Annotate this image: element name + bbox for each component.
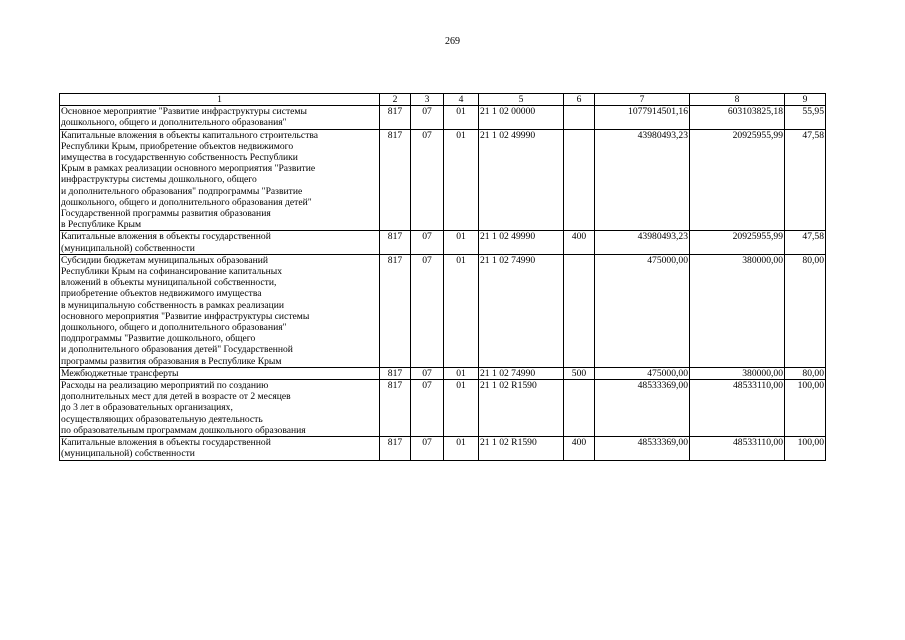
target-article-code: 21 1 02 00000 [479, 106, 564, 129]
execution-percent: 80,00 [785, 367, 826, 379]
column-header: 8 [690, 94, 785, 106]
table-row [60, 380, 826, 437]
executed-amount: 603103825,18 [690, 106, 785, 129]
target-article-code: 21 1 02 R1590 [479, 380, 564, 437]
subsection-code: 01 [444, 437, 479, 460]
subsection-code: 01 [444, 367, 479, 379]
planned-amount: 1077914501,16 [595, 106, 690, 129]
ministry-code: 817 [380, 367, 411, 379]
ministry-code: 817 [380, 231, 411, 254]
subsection-code: 01 [444, 106, 479, 129]
target-article-code: 21 1 02 74990 [479, 254, 564, 367]
execution-percent: 100,00 [785, 437, 826, 460]
page-number: 269 [445, 36, 460, 47]
column-header: 3 [411, 94, 444, 106]
table-row [60, 231, 826, 254]
column-header: 4 [444, 94, 479, 106]
executed-amount: 20925955,99 [690, 129, 785, 231]
planned-amount: 48533369,00 [595, 380, 690, 437]
section-code: 07 [411, 380, 444, 437]
executed-amount: 48533110,00 [690, 380, 785, 437]
execution-percent: 55,95 [785, 106, 826, 129]
section-code: 07 [411, 437, 444, 460]
ministry-code: 817 [380, 437, 411, 460]
column-header: 5 [479, 94, 564, 106]
table-row [60, 437, 826, 460]
planned-amount: 475000,00 [595, 367, 690, 379]
target-article-code: 21 1 02 74990 [479, 367, 564, 379]
execution-percent: 47,58 [785, 129, 826, 231]
row-name: Капитальные вложения в объекты капитального строительства Республики Крым, приобретение объектов недвижимого имущества в государственную собственность Республики Крым в рамках реализации основного мероприятия "Развитие инфраструктуры системы дошкольного, общего и дополнительного образования" подпрограммы "Развитие дошкольного, общего и дополнительного образования детей" Государственной программы развития образования в Республике Крым [60, 129, 380, 231]
planned-amount: 43980493,23 [595, 129, 690, 231]
table-header-row [60, 94, 826, 106]
table-row [60, 254, 826, 367]
ministry-code: 817 [380, 129, 411, 231]
executed-amount: 380000,00 [690, 254, 785, 367]
planned-amount: 48533369,00 [595, 437, 690, 460]
column-header: 7 [595, 94, 690, 106]
expense-type-code [564, 106, 595, 129]
column-header: 6 [564, 94, 595, 106]
subsection-code: 01 [444, 129, 479, 231]
section-code: 07 [411, 367, 444, 379]
ministry-code: 817 [380, 106, 411, 129]
subsection-code: 01 [444, 380, 479, 437]
section-code: 07 [411, 254, 444, 367]
budget-table [59, 93, 826, 461]
executed-amount: 380000,00 [690, 367, 785, 379]
expense-type-code: 400 [564, 231, 595, 254]
column-header: 1 [60, 94, 380, 106]
executed-amount: 20925955,99 [690, 231, 785, 254]
executed-amount: 48533110,00 [690, 437, 785, 460]
row-name: Капитальные вложения в объекты государственной (муниципальной) собственности [60, 437, 380, 460]
subsection-code: 01 [444, 254, 479, 367]
ministry-code: 817 [380, 380, 411, 437]
row-name: Основное мероприятие "Развитие инфраструктуры системы дошкольного, общего и дополнительного образования" [60, 106, 380, 129]
planned-amount: 43980493,23 [595, 231, 690, 254]
row-name: Расходы на реализацию мероприятий по созданию дополнительных мест для детей в возрасте от 2 месяцев до 3 лет в образовательных организациях, осуществляющих образовательную деятельность по образовательным программам дошкольного образования [60, 380, 380, 437]
target-article-code: 21 1 02 R1590 [479, 437, 564, 460]
table-row [60, 367, 826, 379]
section-code: 07 [411, 231, 444, 254]
ministry-code: 817 [380, 254, 411, 367]
target-article-code: 21 1 02 49990 [479, 231, 564, 254]
execution-percent: 47,58 [785, 231, 826, 254]
row-name: Капитальные вложения в объекты государственной (муниципальной) собственности [60, 231, 380, 254]
expense-type-code [564, 254, 595, 367]
execution-percent: 100,00 [785, 380, 826, 437]
execution-percent: 80,00 [785, 254, 826, 367]
expense-type-code [564, 129, 595, 231]
section-code: 07 [411, 129, 444, 231]
expense-type-code: 500 [564, 367, 595, 379]
planned-amount: 475000,00 [595, 254, 690, 367]
row-name: Субсидии бюджетам муниципальных образований Республики Крым на софинансирование капитальных вложений в объекты муниципальной собственности, приобретение объектов недвижимого имущества в муниципальную собственность в рамках реализации основного мероприятия "Развитие инфраструктуры системы дошкольного, общего и дополнительного образования" подпрограммы "Развитие дошкольного, общего и дополнительного образования детей" Государственной программы развития образования в Республике Крым [60, 254, 380, 367]
target-article-code: 21 1 02 49990 [479, 129, 564, 231]
section-code: 07 [411, 106, 444, 129]
row-name: Межбюджетные трансферты [60, 367, 380, 379]
table-row [60, 106, 826, 129]
column-header: 2 [380, 94, 411, 106]
expense-type-code [564, 380, 595, 437]
expense-type-code: 400 [564, 437, 595, 460]
subsection-code: 01 [444, 231, 479, 254]
column-header: 9 [785, 94, 826, 106]
table-row [60, 129, 826, 231]
